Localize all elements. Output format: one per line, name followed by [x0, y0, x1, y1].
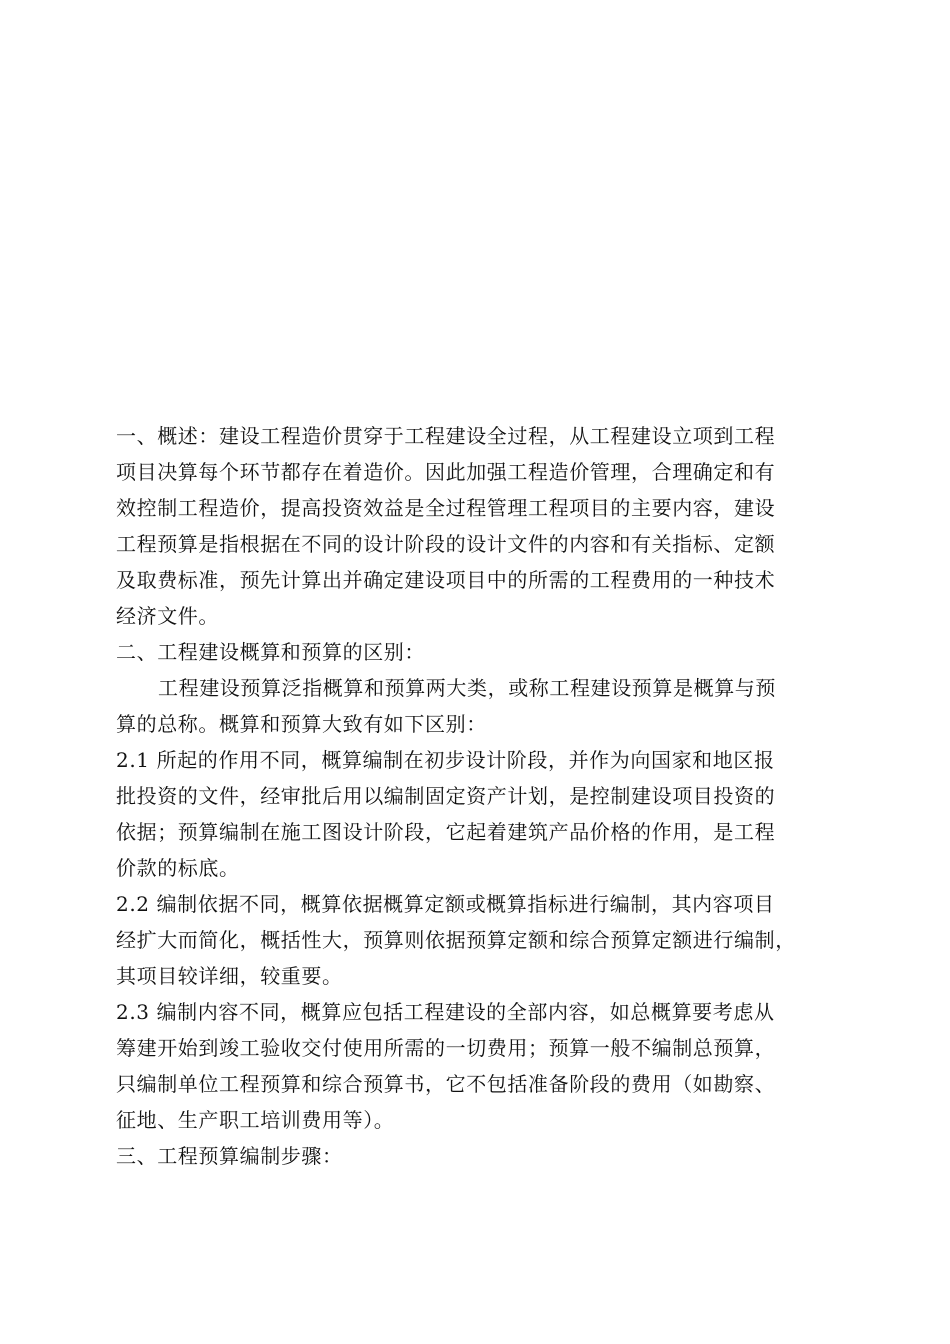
section-heading-overview: 一、概述：建设工程造价贯穿于工程建设全过程，从工程建设立项到工程	[116, 424, 776, 448]
paragraph-line: 其项目较详细，较重要。	[116, 964, 343, 988]
paragraph-line: 批投资的文件，经审批后用以编制固定资产计划，是控制建设项目投资的	[116, 784, 776, 808]
paragraph-line: 经扩大而简化，概括性大，预算则依据预算定额和综合预算定额进行编制，	[116, 928, 796, 952]
paragraph-line: 征地、生产职工培训费用等）。	[116, 1108, 395, 1132]
paragraph-line: 工程建设预算泛指概算和预算两大类，或称工程建设预算是概算与预	[158, 676, 776, 700]
paragraph-line: 及取费标准，预先计算出并确定建设项目中的所需的工程费用的一种技术	[116, 568, 776, 592]
paragraph-line: 价款的标底。	[116, 856, 240, 880]
section-heading-steps: 三、工程预算编制步骤：	[116, 1144, 343, 1168]
paragraph-line: 效控制工程造价，提高投资效益是全过程管理工程项目的主要内容，建设	[116, 496, 776, 520]
paragraph-line: 项目决算每个环节都存在着造价。因此加强工程造价管理，合理确定和有	[116, 460, 776, 484]
paragraph-line: 依据；预算编制在施工图设计阶段，它起着建筑产品价格的作用，是工程	[116, 820, 776, 844]
subsection-2-2: 2.2 编制依据不同，概算依据概算定额或概算指标进行编制，其内容项目	[116, 892, 775, 916]
paragraph-line: 经济文件。	[116, 604, 219, 628]
section-heading-difference: 二、工程建设概算和预算的区别：	[116, 640, 425, 664]
subsection-2-3: 2.3 编制内容不同，概算应包括工程建设的全部内容，如总概算要考虑从	[116, 1000, 775, 1024]
document-body	[116, 418, 846, 1174]
paragraph-line: 算的总称。概算和预算大致有如下区别：	[116, 712, 487, 736]
paragraph-line: 只编制单位工程预算和综合预算书，它不包括准备阶段的费用（如勘察、	[116, 1072, 776, 1096]
subsection-2-1: 2.1 所起的作用不同，概算编制在初步设计阶段，并作为向国家和地区报	[116, 748, 775, 772]
paragraph-line: 工程预算是指根据在不同的设计阶段的设计文件的内容和有关指标、定额	[116, 532, 776, 556]
paragraph-line: 筹建开始到竣工验收交付使用所需的一切费用；预算一般不编制总预算，	[116, 1036, 776, 1060]
